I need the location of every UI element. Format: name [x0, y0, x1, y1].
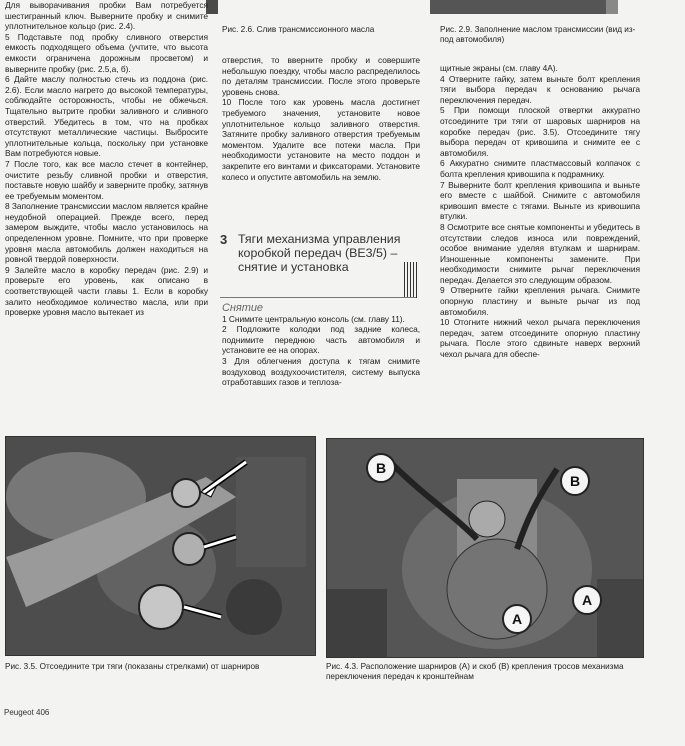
fig35-caption: Рис. 3.5. Отсоедините три тяги (показаны стрелками) от шарниров	[5, 662, 260, 671]
section-number: 3	[220, 232, 228, 247]
column-2-steps	[222, 303, 420, 388]
fig26-caption: Рис. 2.6. Слив трансмиссионного масла	[222, 25, 375, 34]
col3-para-1: щитные экраны (см. главу 4А).	[440, 63, 558, 73]
col3-para-5: 7 Выверните болт крепления кривошипа и выньте его вместе с шайбой. Снимите с автомобиля кривошип вместе с тягами. Выньте из кривошипа втулки.	[440, 179, 640, 222]
col2-step-2: 2 Подложите колодки под задние колеса, поднимите переднюю часть автомобиля и установите ее на опорах.	[222, 324, 420, 356]
col3-para-4: 6 Аккуратно снимите пластмассовый колпачок с болта крепления кривошипа к подрамнику.	[440, 158, 640, 179]
column-3	[440, 63, 640, 360]
subsection-title: Снятие	[222, 302, 263, 314]
col2-para-2: 10 После того как уровень масла достигнет требуемого значения, установите новое уплотнительное кольцо заливного отверстия. Затяните пробку заливного отверстия требуемым моментом. Удалите все потеки масла. При необходимости установите на место поддон и закрепите его винтами и фиксаторами. Установите колесо и опустите автомобиль на землю.	[222, 97, 420, 182]
col3-para-6: 8 Осмотрите все снятые компоненты и убедитесь в отсутствии следов износа или повреждений, особое внимание уделяя втулкам и шарнирам. Изношенные компоненты замените. При необходимости снимите рычаг переключения передач. Делается это следующим образом.	[440, 221, 640, 285]
col2-para-1: отверстия, то вверните пробку и совершите небольшую поездку, чтобы масло распределилось по деталям трансмиссии. После этого проверьте уровень снова.	[222, 55, 420, 97]
column-2-top	[222, 55, 420, 182]
fig43-caption: Рис. 4.3. Расположение шарниров (А) и скоб (В) крепления тросов механизма переключения передач к кронштейнам	[326, 662, 624, 681]
top-photo-right	[430, 0, 606, 14]
col1-para-4: 7 После того, как все масло стечет в контейнер, очистите резьбу сливной пробки и отверстия, поставьте новую шайбу и заверните пробку, затянув ее требуемым моментом.	[5, 158, 208, 201]
col2-step-1: 1 Снимите центральную консоль (см. главу 11).	[222, 313, 405, 324]
page-footer: Peugeot 406	[4, 708, 50, 717]
callout-b-left: B	[366, 453, 396, 483]
callout-a-right: A	[572, 585, 602, 615]
col1-para-6: 9 Залейте масло в коробку передач (рис. 2.9) и проверьте его уровень, как описано в соответствующей части главы 1. Если в коробку залито необходимое количество масла, или при проверке уровня масло вытекает из	[5, 264, 208, 318]
col1-para-2: 5 Подставьте под пробку сливного отверстия емкость подходящего объема (учтите, что высота емкости ограничена дорожным просветом) и выверните пробку (рис. 2.5,а, б).	[5, 31, 208, 74]
section-title: Тяги механизма управления коробкой передач (BE3/5) – снятие и установка	[238, 232, 401, 274]
section-hatch-decoration	[404, 262, 418, 298]
col2-step-3: 3 Для облегчения доступа к тягам снимите воздуховод воздухоочистителя, систему выпуска отработавших газов и теплоза-	[222, 355, 420, 388]
top-photo-right-edge	[606, 0, 618, 14]
photo-fig-3-5-drawing	[6, 437, 315, 655]
column-1	[5, 0, 208, 318]
col1-para-5: 8 Заполнение трансмиссии маслом является крайне неудобной операцией. Прежде всего, перед замером выждите, чтобы масло установилось на определенном уровне. Помните, что при проверке уровня масла автомобиль должен находиться на ровной твердой поверхности.	[5, 201, 208, 265]
photo-fig-3-5	[5, 436, 316, 656]
col3-para-2: 4 Отверните гайку, затем выньте болт крепления тяги выбора передач к основанию рычага переключения передач.	[440, 73, 640, 105]
section-rule	[220, 297, 416, 298]
col3-para-3: 5 При помощи плоской отвертки аккуратно отсоедините три тяги от шаровых шарниров на коробке передач (рис. 3.5). Отсоедините тягу выбора передач от кривошипа и снимите ее с автомобиля.	[440, 105, 640, 158]
col1-para-1: Для выворачивания пробки Вам потребуется шестигранный ключ. Выверните пробку и снимите уплотнительное кольцо (рис. 2.4).	[5, 0, 208, 32]
col3-para-7: 9 Отверните гайки крепления рычага. Снимите опорную пластину и выньте рычаг из под автомобиля.	[440, 285, 640, 317]
fig29-caption: Рис. 2.9. Заполнение маслом трансмиссии (вид из-под автомобиля)	[440, 25, 636, 44]
col1-para-3: 6 Дайте маслу полностью стечь из поддона (рис. 2.6). Если масло нагрето до высокой температуры, соблюдайте осторожность, чтобы не обжечься. Тщательно вытрите пробки заливного и сливного отверстий. Убедитесь в том, что на пробках отсутствуют металлические частицы. Выбросите уплотнительные кольца, поскольку при установке Вам потребуются новые.	[5, 74, 208, 159]
col3-para-8: 10 Отогните нижний чехол рычага переключения передач, затем отсоедините опорную пластину рычага. После этого сдвиньте наверх верхний чехол рычага для обеспе-	[440, 317, 640, 360]
callout-b-right: B	[560, 466, 590, 496]
callout-a-left: A	[502, 604, 532, 634]
